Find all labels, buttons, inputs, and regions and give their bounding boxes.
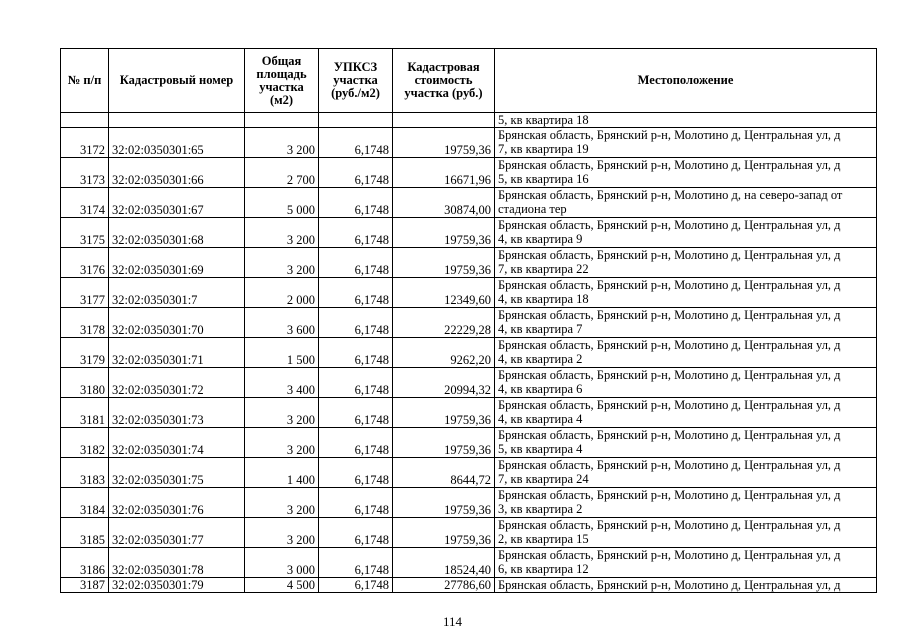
cell-num: 3176 xyxy=(61,248,109,278)
table-row xyxy=(61,548,877,578)
table-body xyxy=(61,113,877,593)
cell-num: 3183 xyxy=(61,458,109,488)
cell-cadastral: 32:02:0350301:65 xyxy=(109,128,245,158)
location-line: стадиона тер xyxy=(498,202,567,216)
cell-cadastral: 32:02:0350301:76 xyxy=(109,488,245,518)
cell-cost: 19759,36 xyxy=(393,398,495,428)
cell-cost: 19759,36 xyxy=(393,248,495,278)
cell-location: 5, кв квартира 18 xyxy=(495,113,877,128)
location-line: 5, кв квартира 16 xyxy=(498,172,589,186)
cell-num: 3186 xyxy=(61,548,109,578)
location-line: Брянская область, Брянский р-н, Молотино д, Центральная ул, д xyxy=(498,548,841,562)
location-line: Брянская область, Брянский р-н, Молотино д, Центральная ул, д xyxy=(498,218,841,232)
location-line: 7, кв квартира 22 xyxy=(498,262,589,276)
cell-cost: 19759,36 xyxy=(393,128,495,158)
cell-num: 3175 xyxy=(61,218,109,248)
location-line: 3, кв квартира 2 xyxy=(498,502,583,516)
cell-location xyxy=(495,218,877,248)
location-line: Брянская область, Брянский р-н, Молотино д, Центральная ул, д xyxy=(498,578,841,592)
location-line: Брянская область, Брянский р-н, Молотино д, Центральная ул, д xyxy=(498,398,841,412)
location-line: Брянская область, Брянский р-н, Молотино д, Центральная ул, д xyxy=(498,488,841,502)
cell-rate: 6,1748 xyxy=(319,308,393,338)
cell-area: 3 200 xyxy=(245,488,319,518)
cell-area: 3 200 xyxy=(245,128,319,158)
cell-num: 3182 xyxy=(61,428,109,458)
location-line: Брянская область, Брянский р-н, Молотино д, Центральная ул, д xyxy=(498,278,841,292)
cell-rate: 6,1748 xyxy=(319,278,393,308)
location-line: Брянская область, Брянский р-н, Молотино д, Центральная ул, д xyxy=(498,248,841,262)
cell-num: 3177 xyxy=(61,278,109,308)
location-line: Брянская область, Брянский р-н, Молотино д, Центральная ул, д xyxy=(498,458,841,472)
cell-rate: 6,1748 xyxy=(319,398,393,428)
cell-num: 3174 xyxy=(61,188,109,218)
cell-num xyxy=(61,113,109,128)
cell-num: 3187 xyxy=(61,578,109,593)
cell-area xyxy=(245,113,319,128)
cell-location xyxy=(495,458,877,488)
cell-area: 5 000 xyxy=(245,188,319,218)
table-row xyxy=(61,158,877,188)
location-line: Брянская область, Брянский р-н, Молотино д, Центральная ул, д xyxy=(498,518,841,532)
cadastral-table xyxy=(60,48,877,593)
cell-rate: 6,1748 xyxy=(319,488,393,518)
table-row xyxy=(61,518,877,548)
table-row xyxy=(61,308,877,338)
location-line: 4, кв квартира 9 xyxy=(498,232,583,246)
location-line: Брянская область, Брянский р-н, Молотино д, Центральная ул, д xyxy=(498,158,841,172)
cell-cadastral: 32:02:0350301:7 xyxy=(109,278,245,308)
cadastral-table-sheet xyxy=(60,48,876,593)
header-cadastral-number: Кадастровый номер xyxy=(109,49,245,113)
cell-rate: 6,1748 xyxy=(319,338,393,368)
cell-cost: 20994,32 xyxy=(393,368,495,398)
cell-num: 3185 xyxy=(61,518,109,548)
header-num: № п/п xyxy=(61,49,109,113)
table-row xyxy=(61,458,877,488)
cell-area: 3 200 xyxy=(245,428,319,458)
cell-rate: 6,1748 xyxy=(319,428,393,458)
cell-cost: 22229,28 xyxy=(393,308,495,338)
cell-num: 3181 xyxy=(61,398,109,428)
location-line: 6, кв квартира 12 xyxy=(498,562,589,576)
header-upksz: УПКСЗ участка (руб./м2) xyxy=(319,49,393,113)
header-area: Общая площадь участка (м2) xyxy=(245,49,319,113)
cell-location xyxy=(495,188,877,218)
cell-cost: 30874,00 xyxy=(393,188,495,218)
cell-location xyxy=(495,338,877,368)
cell-area: 2 000 xyxy=(245,278,319,308)
cell-cadastral xyxy=(109,113,245,128)
cell-num: 3180 xyxy=(61,368,109,398)
location-line: 4, кв квартира 7 xyxy=(498,322,583,336)
cell-cost: 19759,36 xyxy=(393,518,495,548)
location-line: 4, кв квартира 18 xyxy=(498,292,589,306)
location-line: Брянская область, Брянский р-н, Молотино д, Центральная ул, д xyxy=(498,368,841,382)
cell-cost: 19759,36 xyxy=(393,488,495,518)
cell-area: 3 200 xyxy=(245,518,319,548)
cell-cadastral: 32:02:0350301:66 xyxy=(109,158,245,188)
cell-rate: 6,1748 xyxy=(319,368,393,398)
cell-rate: 6,1748 xyxy=(319,458,393,488)
table-row xyxy=(61,278,877,308)
cell-area: 3 400 xyxy=(245,368,319,398)
location-line: 7, кв квартира 19 xyxy=(498,142,589,156)
cell-cadastral: 32:02:0350301:75 xyxy=(109,458,245,488)
location-line: 4, кв квартира 4 xyxy=(498,412,583,426)
page-number: 114 xyxy=(442,614,463,629)
cell-cadastral: 32:02:0350301:67 xyxy=(109,188,245,218)
table-row xyxy=(61,398,877,428)
cell-cost: 27786,60 xyxy=(393,578,495,593)
cell-location xyxy=(495,278,877,308)
cell-cadastral: 32:02:0350301:74 xyxy=(109,428,245,458)
header-cost: Кадастровая стоимость участка (руб.) xyxy=(393,49,495,113)
cell-num: 3172 xyxy=(61,128,109,158)
cell-location xyxy=(495,308,877,338)
cell-location xyxy=(495,578,877,593)
cell-num: 3178 xyxy=(61,308,109,338)
cell-area: 3 200 xyxy=(245,398,319,428)
cell-cost: 12349,60 xyxy=(393,278,495,308)
location-line: 4, кв квартира 6 xyxy=(498,382,583,396)
header-location: Местоположение xyxy=(495,49,877,113)
cell-cost: 8644,72 xyxy=(393,458,495,488)
table-row xyxy=(61,368,877,398)
cell-cadastral: 32:02:0350301:79 xyxy=(109,578,245,593)
cell-location xyxy=(495,518,877,548)
location-line: 7, кв квартира 24 xyxy=(498,472,589,486)
cell-rate xyxy=(319,113,393,128)
location-line: 5, кв квартира 4 xyxy=(498,442,583,456)
cell-location xyxy=(495,368,877,398)
location-line: 4, кв квартира 2 xyxy=(498,352,583,366)
cell-cadastral: 32:02:0350301:69 xyxy=(109,248,245,278)
cell-rate: 6,1748 xyxy=(319,188,393,218)
cell-num: 3173 xyxy=(61,158,109,188)
cell-area: 4 500 xyxy=(245,578,319,593)
cell-rate: 6,1748 xyxy=(319,128,393,158)
location-line: Брянская область, Брянский р-н, Молотино д, Центральная ул, д xyxy=(498,428,841,442)
cell-area: 2 700 xyxy=(245,158,319,188)
cell-rate: 6,1748 xyxy=(319,218,393,248)
cell-area: 3 200 xyxy=(245,218,319,248)
cell-cost: 19759,36 xyxy=(393,218,495,248)
table-row xyxy=(61,248,877,278)
cell-area: 1 400 xyxy=(245,458,319,488)
cell-rate: 6,1748 xyxy=(319,248,393,278)
cell-area: 1 500 xyxy=(245,338,319,368)
cell-cadastral: 32:02:0350301:78 xyxy=(109,548,245,578)
cell-cost: 16671,96 xyxy=(393,158,495,188)
cell-cadastral: 32:02:0350301:68 xyxy=(109,218,245,248)
cell-cadastral: 32:02:0350301:71 xyxy=(109,338,245,368)
table-row xyxy=(61,488,877,518)
location-line: Брянская область, Брянский р-н, Молотино д, Центральная ул, д xyxy=(498,128,841,142)
cell-location xyxy=(495,158,877,188)
location-line: Брянская область, Брянский р-н, Молотино д, Центральная ул, д xyxy=(498,308,841,322)
cell-cadastral: 32:02:0350301:77 xyxy=(109,518,245,548)
cell-area: 3 600 xyxy=(245,308,319,338)
cell-location xyxy=(495,428,877,458)
table-row xyxy=(61,428,877,458)
cell-area: 3 200 xyxy=(245,248,319,278)
cell-cost: 9262,20 xyxy=(393,338,495,368)
cell-location xyxy=(495,398,877,428)
table-header-row xyxy=(61,49,877,113)
cell-location xyxy=(495,548,877,578)
cell-rate: 6,1748 xyxy=(319,158,393,188)
location-line: Брянская область, Брянский р-н, Молотино д, на северо-запад от xyxy=(498,188,843,202)
cell-location xyxy=(495,248,877,278)
table-row xyxy=(61,218,877,248)
cell-location xyxy=(495,488,877,518)
location-line: 2, кв квартира 15 xyxy=(498,532,589,546)
cell-cost: 18524,40 xyxy=(393,548,495,578)
cell-rate: 6,1748 xyxy=(319,578,393,593)
cell-cost xyxy=(393,113,495,128)
cell-area: 3 000 xyxy=(245,548,319,578)
cell-cadastral: 32:02:0350301:70 xyxy=(109,308,245,338)
cell-cadastral: 32:02:0350301:73 xyxy=(109,398,245,428)
cell-rate: 6,1748 xyxy=(319,548,393,578)
continuation-row xyxy=(61,113,877,128)
cell-cost: 19759,36 xyxy=(393,428,495,458)
table-row xyxy=(61,188,877,218)
cell-location xyxy=(495,128,877,158)
table-row xyxy=(61,338,877,368)
cell-rate: 6,1748 xyxy=(319,518,393,548)
location-line: Брянская область, Брянский р-н, Молотино д, Центральная ул, д xyxy=(498,338,841,352)
cell-cadastral: 32:02:0350301:72 xyxy=(109,368,245,398)
cell-num: 3184 xyxy=(61,488,109,518)
cell-num: 3179 xyxy=(61,338,109,368)
table-row-last xyxy=(61,578,877,593)
table-row xyxy=(61,128,877,158)
